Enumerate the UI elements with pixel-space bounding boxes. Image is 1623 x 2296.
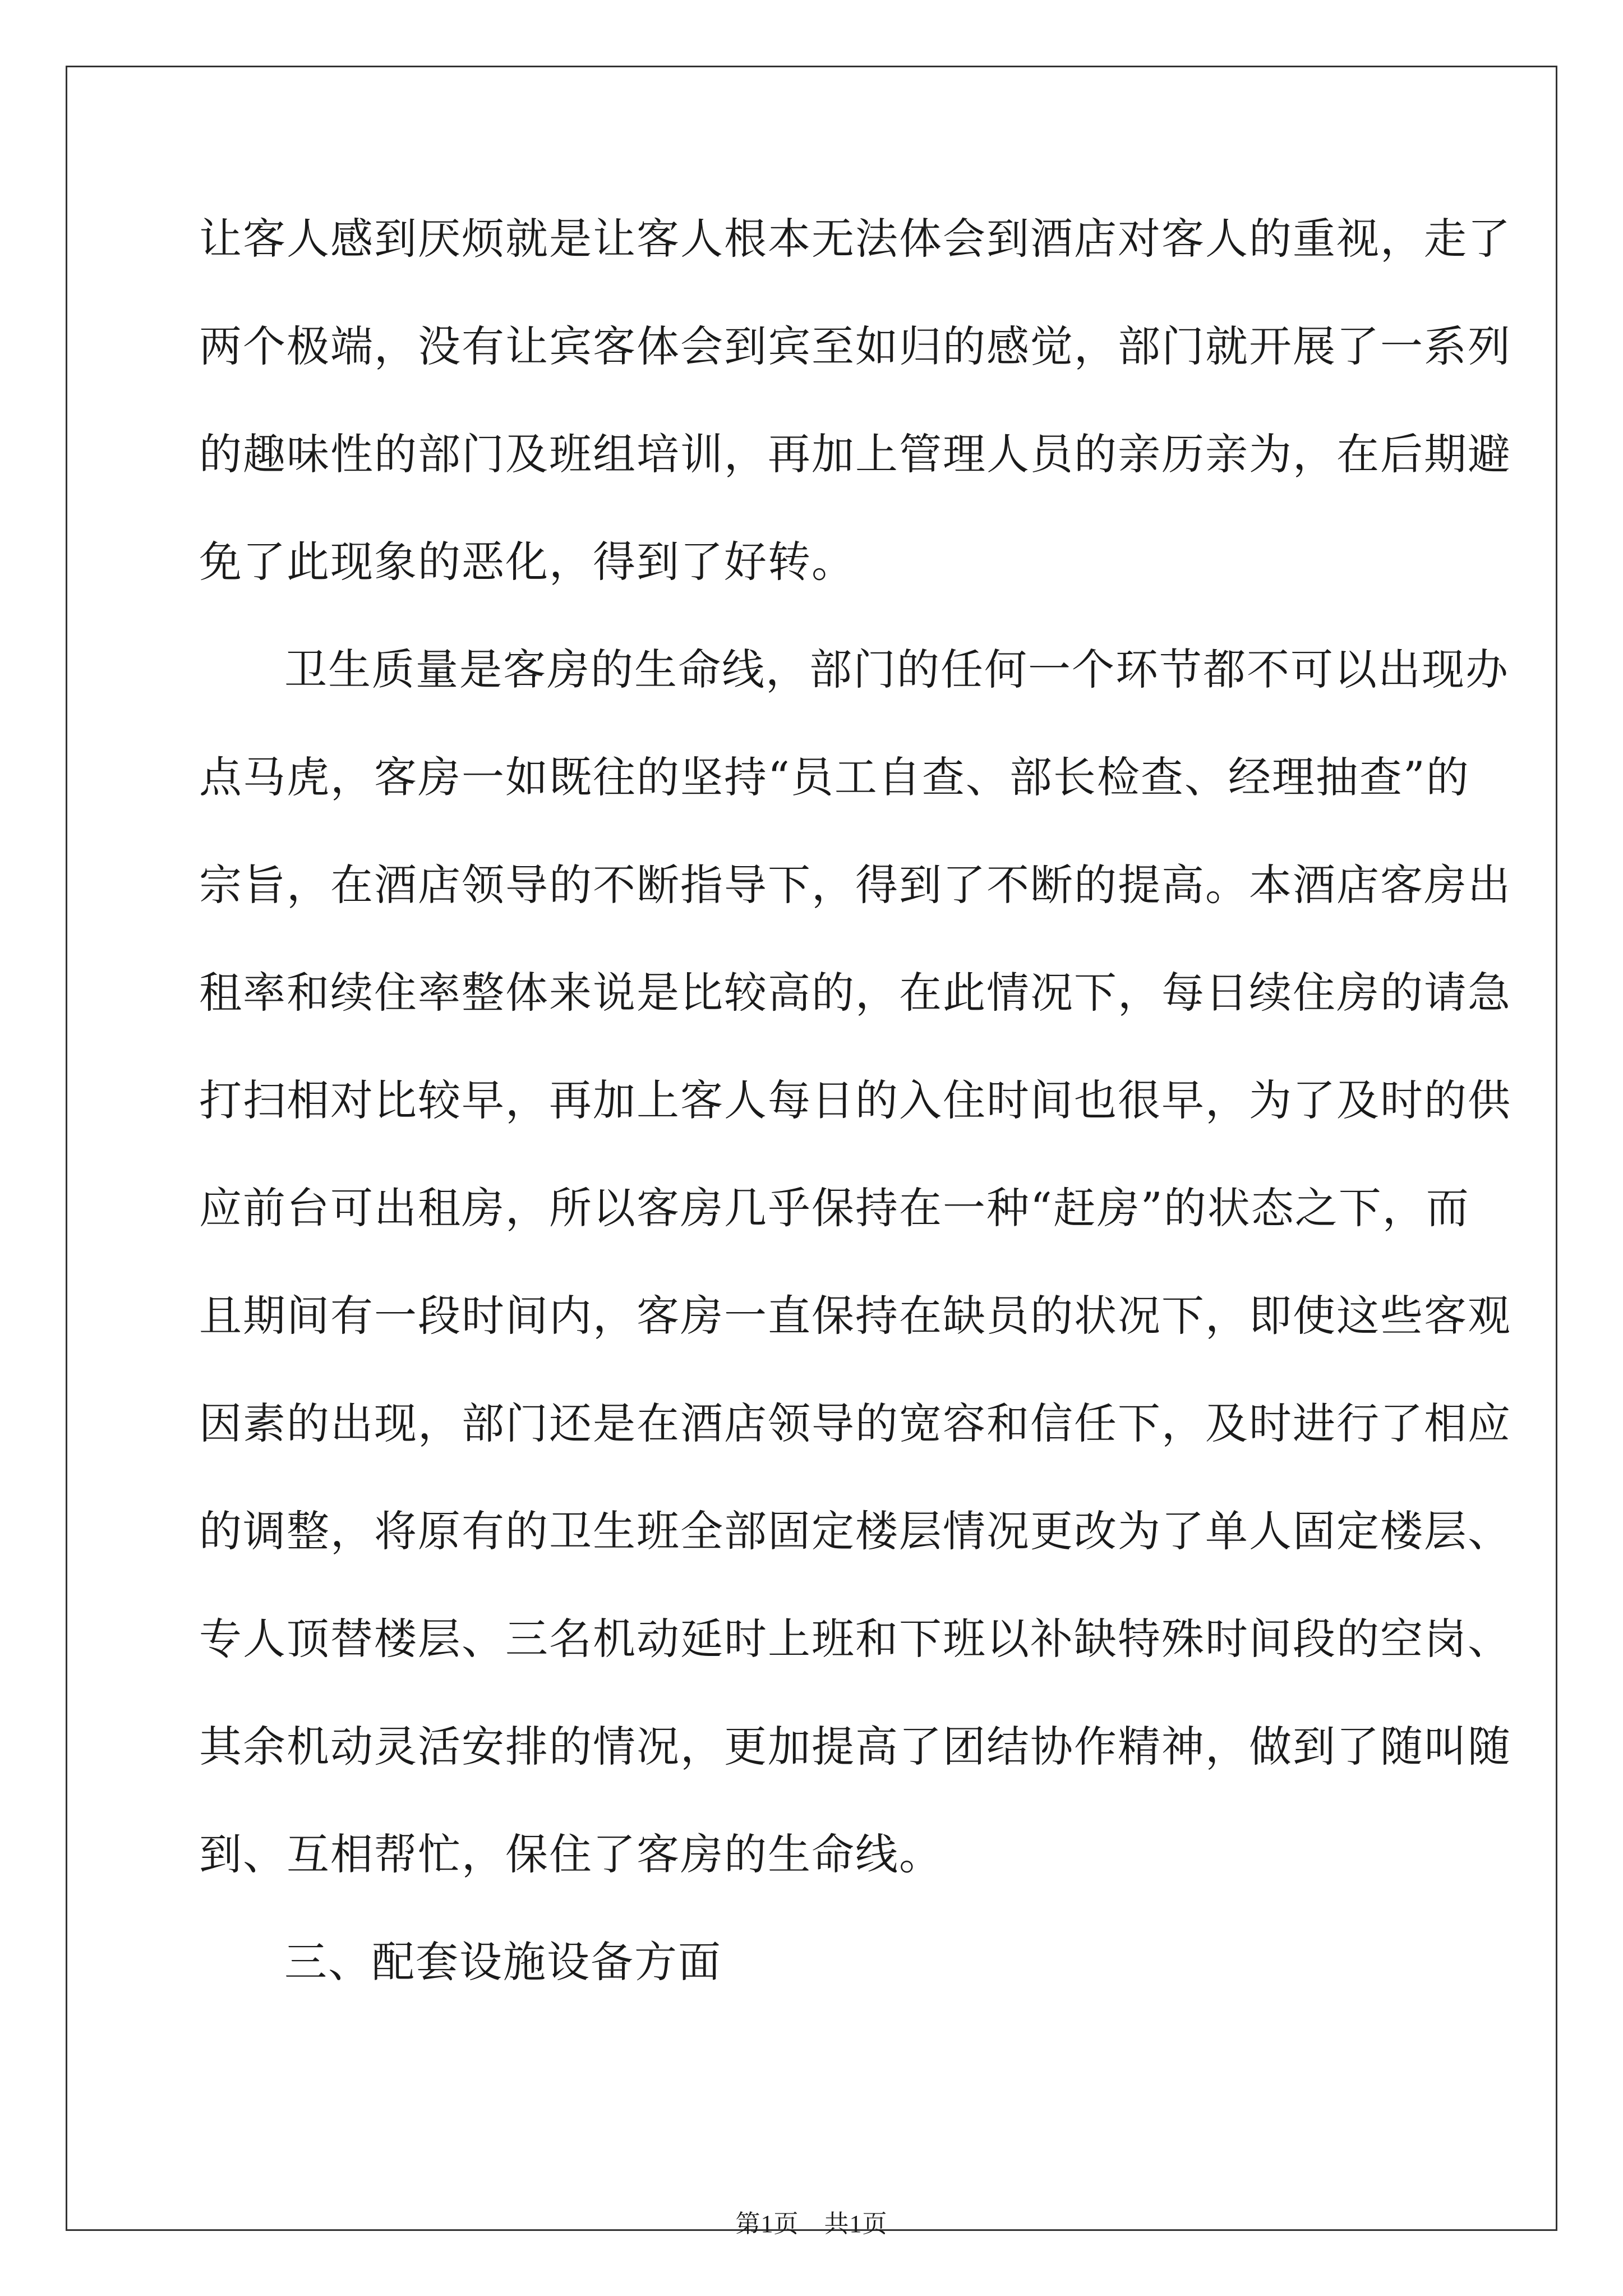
page-footer: 第1页 共1页 xyxy=(735,2210,888,2238)
text-line: 因素的出现，部门还是在酒店领导的宽容和信任下，及时进行了相应 xyxy=(199,1398,1511,1448)
text-line: 且期间有一段时间内，客房一直保持在缺员的状况下，即使这些客观 xyxy=(199,1291,1511,1341)
text-line: 其余机动灵活安排的情况，更加提高了团结协作精神，做到了随叫随 xyxy=(199,1722,1511,1772)
text-line: 专人顶替楼层、三名机动延时上班和下班以补缺特殊时间段的空岗、 xyxy=(199,1614,1511,1664)
text-line: 让客人感到厌烦就是让客人根本无法体会到酒店对客人的重视，走了 xyxy=(199,214,1511,264)
text-line: 应前台可出租房，所以客房几乎保持在一种“赶房”的状态之下，而 xyxy=(199,1183,1470,1233)
text-line: 宗旨，在酒店领导的不断指导下，得到了不断的提高。本酒店客房出 xyxy=(199,860,1511,910)
text-line: 的趣味性的部门及班组培训，再加上管理人员的亲历亲为，在后期避 xyxy=(199,429,1511,479)
text-line: 打扫相对比较早，再加上客人每日的入住时间也很早，为了及时的供 xyxy=(199,1075,1511,1125)
text-line: 点马虎，客房一如既往的坚持“员工自查、部长检查、经理抽查”的 xyxy=(199,752,1470,802)
paragraph-2 xyxy=(199,616,1511,1908)
text-line: 租率和续住率整体来说是比较高的，在此情况下，每日续住房的请急 xyxy=(199,968,1511,1018)
text-line: 卫生质量是客房的生命线，部门的任何一个环节都不可以出现办 xyxy=(284,645,1509,694)
section-heading xyxy=(199,1908,1433,2016)
document-body xyxy=(199,185,1511,2016)
text-line: 的调整，将原有的卫生班全部固定楼层情况更改为了单人固定楼层、 xyxy=(199,1506,1511,1556)
heading-line: 三、配套设施设备方面 xyxy=(284,1937,722,1987)
text-line: 免了此现象的恶化，得到了好转。 xyxy=(199,537,855,587)
paragraph-1 xyxy=(199,185,1511,616)
text-line: 两个极端，没有让宾客体会到宾至如归的感觉，部门就开展了一系列 xyxy=(199,321,1511,371)
text-line: 到、互相帮忙，保住了客房的生命线。 xyxy=(199,1829,943,1879)
